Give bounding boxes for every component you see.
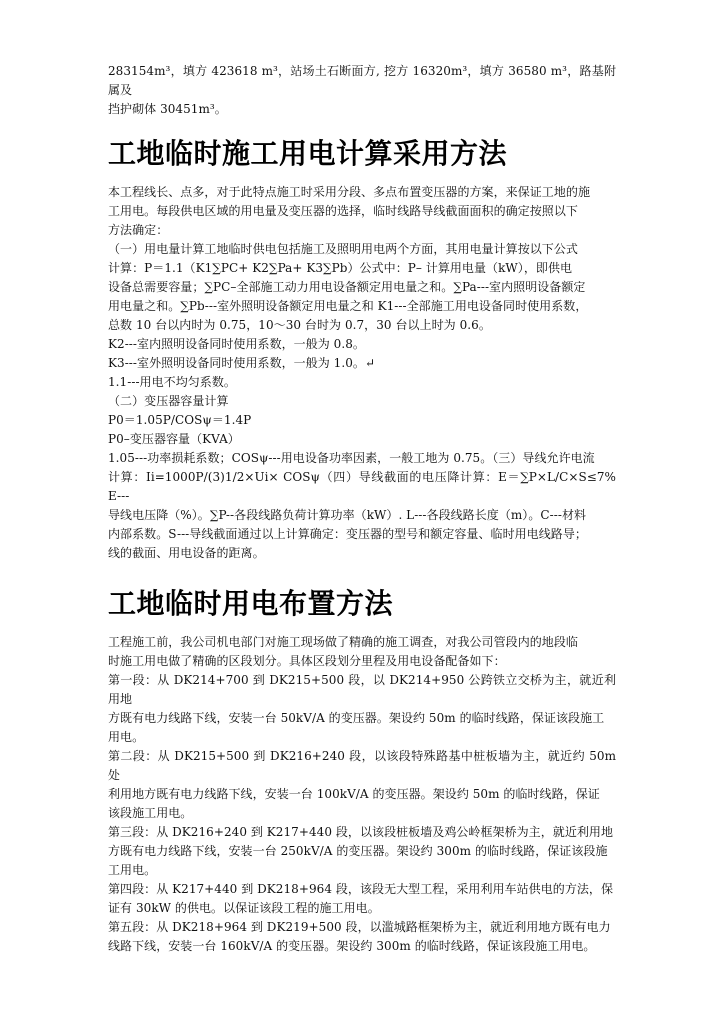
- text-line: 第五段：从 DK218+964 到 DK219+500 段，以滥城路框架桥为主，就近利用地方既有电力: [108, 920, 611, 934]
- text-line: 1.1---用电不均匀系数。: [108, 375, 236, 389]
- text-line: 证有 30kW 的供电。以保证该段工程的施工用电。: [108, 901, 380, 915]
- text-line: 第二段：从 DK215+500 到 DK216+240 段，以该段特殊路基中桩板墙为主，就近约 50m 处: [108, 749, 616, 782]
- text-line: 计算：P＝1.1（K1∑PC+ K2∑Pa+ K3∑Pb）公式中：P– 计算用电量（kW），即供电: [108, 261, 573, 275]
- intro-paragraph: [108, 62, 616, 119]
- text-line: 1.05---功率损耗系数；COSψ---用电设备功率因素，一般工地为 0.75。（三）导线允许电流: [108, 451, 595, 465]
- text-line: 线的截面、用电设备的距离。: [108, 546, 265, 560]
- text-line: 设备总需要容量；∑PC–全部施工动力用电设备额定用电量之和。∑Pa---室内照明设备额定: [108, 280, 586, 294]
- text-line: （一）用电量计算工地临时供电包括施工及照明用电两个方面，其用电量计算按以下公式: [108, 242, 578, 256]
- text-line: 本工程线长、点多，对于此特点施工时采用分段、多点布置变压器的方案，来保证工地的施: [108, 185, 591, 199]
- text-line: 内部系数。S---导线截面通过以上计算确定：变压器的型号和额定容量、临时用电线路导；: [108, 527, 587, 541]
- text-line: 方既有电力线路下线，安装一台 50kV/A 的变压器。架设约 50m 的临时线路，保证该段施工: [108, 711, 605, 725]
- text-line: 方既有电力线路下线，安装一台 250kV/A 的变压器。架设约 300m 的临时线路，保证该段施: [108, 844, 608, 858]
- text-line: 总数 10 台以内时为 0.75，10～30 台时为 0.7，30 台以上时为 0.6。: [108, 318, 491, 332]
- text-line: 时施工用电做了精确的区段划分。具体区段划分里程及用电设备配备如下：: [108, 654, 506, 668]
- intro-line: 挡护砌体 30451m³。: [108, 102, 227, 116]
- intro-line: 283154m³，填方 423618 m³，站场土石断面方, 挖方 16320m³，填方 36580 m³，路基附属及: [108, 64, 616, 97]
- text-line: 该段施工用电。: [108, 806, 193, 820]
- text-line: 工用电。每段供电区域的用电量及变压器的选择，临时线路导线截面面积的确定按照以下: [108, 204, 578, 218]
- power-calculation-body: [108, 183, 616, 563]
- section-heading-power-layout: 工地临时用电布置方法: [108, 587, 394, 620]
- text-line: 工程施工前，我公司机电部门对施工现场做了精确的施工调查，对我公司管段内的地段临: [108, 635, 578, 649]
- text-line: 第四段：从 K217+440 到 DK218+964 段，该段无大型工程，采用利用车站供电的方法，保: [108, 882, 614, 896]
- text-line: 第三段：从 DK216+240 到 K217+440 段，以该段桩板墙及鸡公岭框架桥为主，就近利用地: [108, 825, 614, 839]
- power-layout-body: [108, 633, 616, 956]
- section-heading-power-calculation: 工地临时施工用电计算采用方法: [108, 137, 508, 170]
- text-line: 工用电。: [108, 863, 157, 877]
- text-line: 计算：Ii=1000P/(3)1/2×Ui× COSψ（四）导线截面的电压降计算：E＝∑P×L/C×S≤7% E---: [108, 470, 616, 503]
- text-line: 用电量之和。∑Pb---室外照明设备额定用电量之和 K1---全部施工用电设备同时使用系数，: [108, 299, 588, 313]
- text-line: 利用地方既有电力线路下线，安装一台 100kV/A 的变压器。架设约 50m 的临时线路，保证: [108, 787, 600, 801]
- text-line: 线路下线，安装一台 160kV/A 的变压器。架设约 300m 的临时线路，保证该段施工用电。: [108, 939, 596, 953]
- text-line: 用电。: [108, 730, 145, 744]
- text-line: K3---室外照明设备同时使用系数，一般为 1.0。↵: [108, 356, 376, 370]
- text-line: P0＝1.05P/COSψ＝1.4P: [108, 413, 252, 427]
- text-line: 方法确定：: [108, 223, 169, 237]
- text-line: 第一段：从 DK214+700 到 DK215+500 段，以 DK214+950 公跨铁立交桥为主，就近利用地: [108, 673, 616, 706]
- text-line: （二）变压器容量计算: [108, 394, 229, 408]
- text-line: P0–变压器容量（KVA）: [108, 432, 240, 446]
- text-line: 导线电压降（%）。∑P--各段线路负荷计算功率（kW）. L---各段线路长度（m）。C---材料: [108, 508, 587, 522]
- text-line: K2---室内照明设备同时使用系数，一般为 0.8。: [108, 337, 365, 351]
